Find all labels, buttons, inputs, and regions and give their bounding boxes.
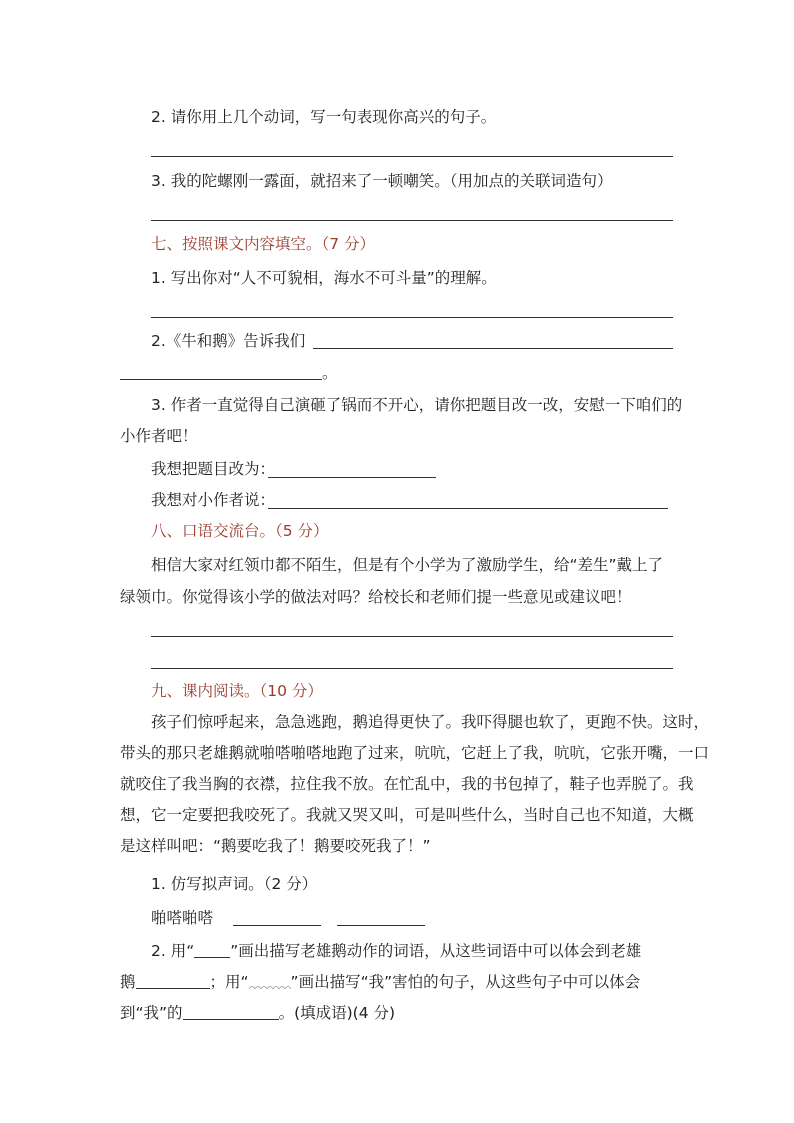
q2-text: ；用“ [209,973,249,991]
q2-text: ”画出描写老雄鹅动作的词语，从这些词语中可以体会到老雄 [230,942,642,960]
q2-text: 鹅 [120,973,136,991]
answer-line[interactable] [120,379,322,380]
question-2: 2. 请你用上几个动词，写一句表现你高兴的句子。 [151,108,497,126]
answer-line[interactable] [151,156,673,157]
passage-line: 带头的那只老雄鹅就啪嗒啪嗒地跑了过来，吭吭，它赶上了我，吭吭，它张开嘴，一口 [120,744,710,762]
s9-example-word: 啪嗒啪嗒 [151,909,214,927]
answer-line[interactable] [268,508,668,509]
section-9-title: 九、课内阅读。（10 分） [151,682,323,700]
question-3: 3. 我的陀螺刚一露面，就招来了一顿嘲笑。（用加点的关联词造句） [151,172,613,190]
answer-line[interactable] [233,925,321,926]
answer-line[interactable] [151,668,673,669]
answer-line[interactable] [337,925,425,926]
q2-text: 2. 用“ [151,942,195,960]
passage-line: 想，它一定要把我咬死了。我就又哭又叫，可是叫些什么，当时自己也不知道，大概 [120,806,694,824]
straight-line-mark [194,941,230,958]
s7-title-change-label: 我想把题目改为： [151,460,276,478]
answer-line[interactable] [268,477,436,478]
s7-question-3-cont: 小作者吧！ [120,427,198,445]
section-8-title: 八、口语交流台。（5 分） [151,522,329,540]
s9-question-2-cont [120,971,640,993]
s8-paragraph-cont: 绿领巾。你觉得该小学的做法对吗？给校长和老师们提一些意见或建议吧！ [120,588,632,606]
wavy-line-mark [249,975,291,989]
s7-question-1: 1. 写出你对“人不可貌相，海水不可斗量”的理解。 [151,269,497,287]
s9-question-2 [151,940,641,962]
s7-question-2: 2.《牛和鹅》告诉我们 [151,332,306,350]
passage-line: 孩子们惊呼起来，急急逃跑，鹅追得更快了。我吓得腿也软了，更跑不快。这时， [151,713,710,731]
passage-line: 是这样叫吧：“鹅要吃我了！鹅要咬死我了！” [120,837,431,855]
s9-question-2-end [120,1002,395,1024]
answer-line[interactable] [151,636,673,637]
answer-line[interactable] [313,348,673,349]
passage-line: 就咬住了我当胸的衣襟，拉住我不放。在忙乱中，我的书包掉了，鞋子也弄脱了。我 [120,775,694,793]
answer-blank[interactable] [136,972,210,989]
s9-question-1: 1. 仿写拟声词。（2 分） [151,875,318,893]
section-7-title: 七、按照课文内容填空。（7 分） [151,235,376,253]
s7-question-2-end: 。 [322,364,338,382]
answer-line[interactable] [151,317,673,318]
answer-line[interactable] [151,220,673,221]
q2-text: ”画出描写“我”害怕的句子，从这些句子中可以体会 [290,973,641,991]
s7-say-label: 我想对小作者说： [151,491,276,509]
q2-text: 。(填成语)(4 分) [278,1004,396,1022]
q2-text: 到“我”的 [120,1004,183,1022]
s8-paragraph: 相信大家对红领巾都不陌生，但是有个小学为了激励学生，给“差生”戴上了 [151,556,664,574]
answer-blank[interactable] [183,1003,279,1020]
s7-question-3: 3. 作者一直觉得自己演砸了锅而不开心，请你把题目改一改，安慰一下咱们的 [151,396,683,414]
